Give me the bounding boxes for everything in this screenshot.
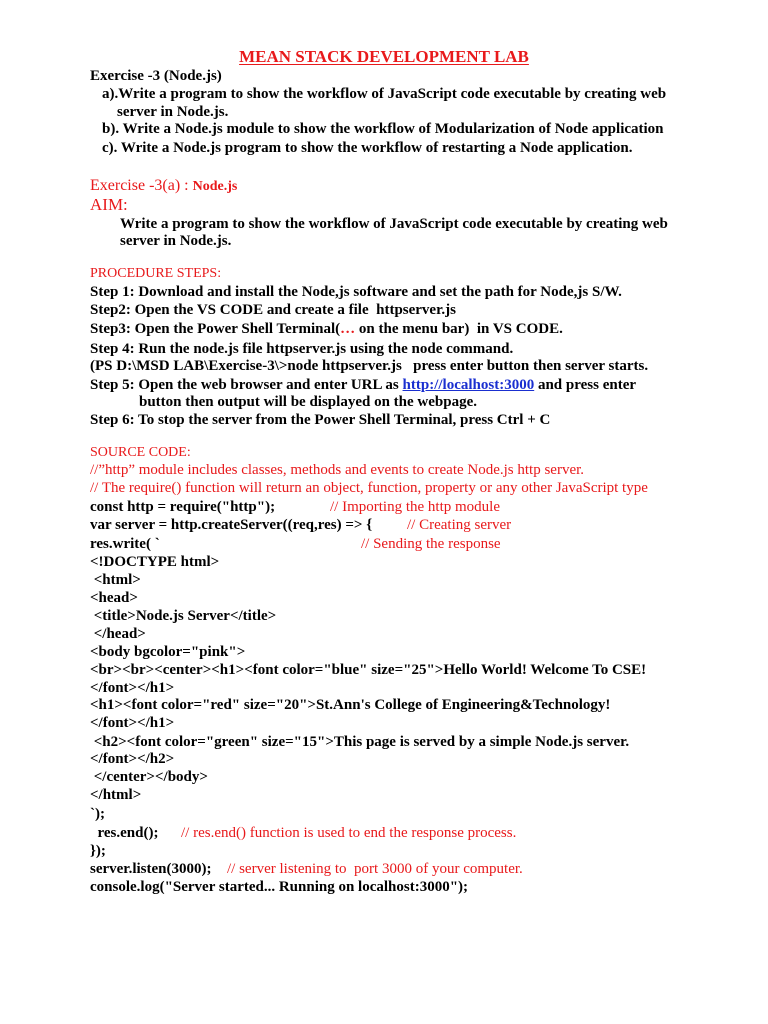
code-comment-sending-response: // Sending the response <box>361 536 501 552</box>
aim-line-2: server in Node.js. <box>120 233 232 249</box>
ellipsis-icon: … <box>340 321 356 337</box>
code-comment-creating-server: // Creating server <box>407 517 512 533</box>
code-comment-http-module: //”http” module includes classes, methods and events to create Node.js http server. <box>90 462 585 478</box>
code-line-close-brace: }); <box>90 843 106 859</box>
code-line-body-open: <body bgcolor="pink"> <box>90 644 246 660</box>
step-5-text: Step 5: Open the web browser and enter URL as <box>90 377 403 393</box>
document-title: MEAN STACK DEVELOPMENT LAB <box>239 47 529 66</box>
step-4: Step 4: Run the node.js file httpserver.js using the node command. <box>90 341 514 357</box>
code-line-require: const http = require("http"); <box>90 499 276 515</box>
task-c: c). Write a Node.js program to show the workflow of restarting a Node application. <box>102 140 633 156</box>
step-5 <box>90 377 636 394</box>
task-a-continued: server in Node.js. <box>117 104 229 120</box>
code-line-h2-green: <h2><font color="green" size="15">This page is served by a simple Node.js server. <box>90 734 630 750</box>
step-4-command: (PS D:\MSD LAB\Exercise-3\>node httpserver.js press enter button then server starts. <box>90 358 649 374</box>
code-line-title: <title>Node.js Server</title> <box>90 608 277 624</box>
exercise-3a-suffix: Node.js <box>192 179 238 194</box>
code-comment-listen: // server listening to port 3000 of your computer. <box>227 861 523 877</box>
step-5-continued: button then output will be displayed on the webpage. <box>139 394 477 410</box>
source-code-heading: SOURCE CODE: <box>90 445 191 460</box>
code-line-listen: server.listen(3000); <box>90 861 212 877</box>
exercise-3a-heading <box>90 177 237 195</box>
step-6: Step 6: To stop the server from the Power Shell Terminal, press Ctrl + C <box>90 412 551 428</box>
task-b: b). Write a Node.js module to show the workflow of Modularization of Node application <box>102 121 664 137</box>
code-line-html-close: </html> <box>90 787 142 803</box>
code-line-backtick-close: `); <box>90 806 105 822</box>
step-5-text-end: and press enter <box>534 377 637 393</box>
code-line-font-close-2: </font></h1> <box>90 715 175 731</box>
localhost-link[interactable]: http://localhost:3000 <box>402 377 535 393</box>
step-3 <box>90 321 563 338</box>
code-line-res-write: res.write( ` <box>90 536 160 552</box>
code-line-head-open: <head> <box>90 590 138 606</box>
code-line-h1-blue: <br><br><center><h1><font color="blue" size="25">Hello World! Welcome To CSE! <box>90 662 647 678</box>
step-3-text: Step3: Open the Power Shell Terminal( <box>90 321 341 337</box>
task-a: a).Write a program to show the workflow of JavaScript code executable by creating web <box>102 86 667 102</box>
code-line-font-close-3: </font></h2> <box>90 751 175 767</box>
code-line-html-open: <html> <box>90 572 141 588</box>
exercise-header: Exercise -3 (Node.js) <box>90 68 222 84</box>
code-line-create-server: var server = http.createServer((req,res) => { <box>90 517 373 533</box>
step-2: Step2: Open the VS CODE and create a file httpserver.js <box>90 302 456 318</box>
aim-line-1: Write a program to show the workflow of JavaScript code executable by creating web <box>120 216 668 232</box>
code-line-console-log: console.log("Server started... Running on localhost:3000"); <box>90 879 469 895</box>
code-comment-require: // The require() function will return an object, function, property or any other JavaScript type <box>90 480 648 496</box>
code-line-h1-red: <h1><font color="red" size="20">St.Ann's College of Engineering&Technology! <box>90 697 611 713</box>
exercise-3a-prefix: Exercise -3(a) : <box>90 177 193 194</box>
code-line-res-end: res.end(); <box>90 825 159 841</box>
code-line-doctype: <!DOCTYPE html> <box>90 554 220 570</box>
procedure-heading: PROCEDURE STEPS: <box>90 266 222 281</box>
code-line-center-close: </center></body> <box>90 769 208 785</box>
step-3-text-end: on the menu bar) in VS CODE. <box>355 321 563 337</box>
aim-label: AIM: <box>90 195 128 214</box>
code-comment-res-end: // res.end() function is used to end the response process. <box>181 825 517 841</box>
code-line-font-close-1: </font></h1> <box>90 680 175 696</box>
step-1: Step 1: Download and install the Node,js software and set the path for Node,js S/W. <box>90 284 622 300</box>
code-comment-import: // Importing the http module <box>330 499 500 515</box>
code-line-head-close: </head> <box>90 626 146 642</box>
